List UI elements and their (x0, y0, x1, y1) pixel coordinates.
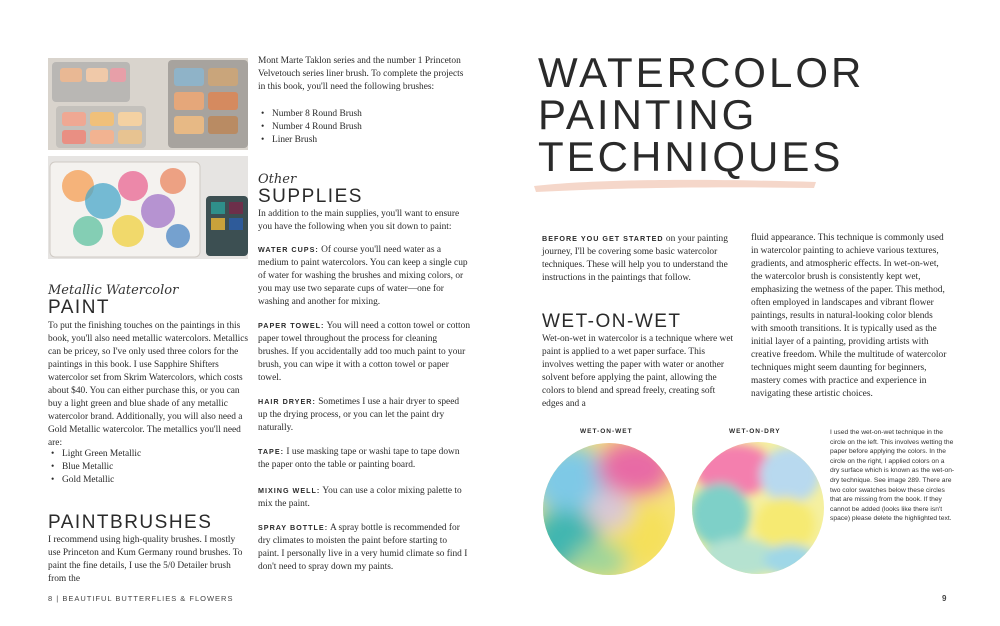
wet-on-dry-swatch (690, 440, 826, 576)
list-item: • Light Green Metallic (62, 448, 252, 461)
supply-item-spray-bottle: SPRAY BOTTLE: A spray bottle is recommended for dry climates to moisten the paint before starting to paint. I personally live in a very humid climate so find I don't need to spray down my paints. (258, 523, 468, 572)
supplies-intro: In addition to the main supplies, you'll want to ensure you have the following when you sit down to paint: (258, 209, 460, 232)
metallic-script-heading: Metallic Watercolor (48, 283, 179, 298)
watercolor-palette-photo (48, 156, 248, 259)
book-title: BEAUTIFUL BUTTERFLIES & FLOWERS (62, 594, 234, 603)
supply-item-paper-towel: PAPER TOWEL: You will need a cotton towel or cotton paper towel throughout the process for cleaning brushes. If you accidentally add too much paint to your brush, you can wipe it with a cotton towel or paper towel. (258, 321, 471, 383)
page-title: WATERCOLOR PAINTING TECHNIQUES (538, 49, 865, 180)
wet-on-wet-body: Wet-on-wet in watercolor is a technique where wet paint is applied to a wet paper surface. This involves wetting the paper with water or another solvent before applying the paint, allowing the colors to blend and spread freely, creating soft edges and a (542, 334, 734, 409)
wet-on-wet-swatch (540, 440, 678, 578)
list-item: • Number 8 Round Brush (272, 108, 472, 121)
list-item: • Blue Metallic (62, 461, 252, 474)
paintbrushes-body: I recommend using high-quality brushes. I mostly use Princeton and Kum Germany round brushes. To paint the fine details, I use the 5/0 Detailer brush from the (48, 535, 243, 584)
metallic-paint-heading: PAINT (48, 297, 111, 318)
supplies-heading: SUPPLIES (258, 186, 363, 207)
brushes-list (260, 108, 472, 147)
supplies-script-heading: Other (258, 172, 297, 187)
supply-item-water-cups: WATER CUPS: Of course you'll need water as a medium to paint watercolors. You can keep a single cup of water for washing the brushes and mixing colors, or you may use two separate cups of water—one for washing and another for mixing. (258, 245, 468, 307)
paintbrushes-heading: PAINTBRUSHES (48, 512, 213, 533)
metallic-body: To put the finishing touches on the paintings in this book, you'll also need metallic watercolors. Metallics can be pricey, so I've only used three colors for the paintings in this book. I use Sapphire Shifters watercolor set from Skrim Watercolors, which costs about $40. You can either purchase this, or you can buy a light green and blue shade of any metallic watercolor brand. Additionally, you will also need a Gold Metallic watercolor. The metallics you'll need are: (48, 321, 249, 448)
wet-on-wet-heading: WET-ON-WET (542, 311, 682, 332)
supply-item-hair-dryer: HAIR DRYER: Sometimes I use a hair dryer to speed up the drying process, or you can let the paint dry naturally. (258, 397, 460, 433)
supply-item-mixing-well: MIXING WELL: You can use a color mixing palette to mix the paint. (258, 486, 462, 509)
metallic-list (50, 448, 252, 487)
brushes-intro: Mont Marte Taklon series and the number 1 Princeton Velvetouch series liner brush. To complete the projects in this book, you'll need the following brushes: (258, 56, 464, 92)
before-you-start-paragraph: BEFORE YOU GET STARTED on your painting journey, I'll be covering some basic watercolor techniques. These will help you to understand the instructions in the paintings that follow. (542, 234, 728, 283)
supply-item-tape: TAPE: I use masking tape or washi tape to tape down the paper onto the table or painting board. (258, 447, 460, 470)
list-item: • Gold Metallic (62, 474, 252, 487)
wet-on-wet-swatch-label: WET-ON-WET (580, 428, 633, 435)
editorial-note: I used the wet-on-wet technique in the circle on the left. This involves wetting the paper before applying the colors. In the circle on the right, I applied colors on a dry surface which is known as the wet-on-dry technique. See image 289. There are two color swatches below these circles that are missing from the book. If they cannot be added (looks like there isn't space) please delete the highlighted text. (830, 429, 955, 523)
wet-on-dry-swatch-label: WET-ON-DRY (729, 428, 781, 435)
right-page-number: 9 (942, 594, 947, 603)
metallic-palette-photo (48, 58, 248, 150)
page-number: 8 (48, 594, 54, 603)
left-footer (48, 594, 233, 603)
footer-separator: | (56, 594, 60, 603)
list-item: • Liner Brush (272, 134, 472, 147)
list-item: • Number 4 Round Brush (272, 121, 472, 134)
technique-continued-body: fluid appearance. This technique is commonly used in watercolor painting to achieve various textures, gradients, and atmospheric effects. In wet-on-wet, the watercolor brush is consistently kept wet, emphasizing the wetness of the paper. This method, often employed in landscapes and vibrant flower paintings, results in natural-looking color blends with smooth transitions. It is typically used as the initial layer of a painting, providing artists with creative freedom. While the multitude of watercolor techniques might seem daunting for beginners, mastery comes with practice and experience in navigating these artistic choices. (751, 233, 947, 399)
